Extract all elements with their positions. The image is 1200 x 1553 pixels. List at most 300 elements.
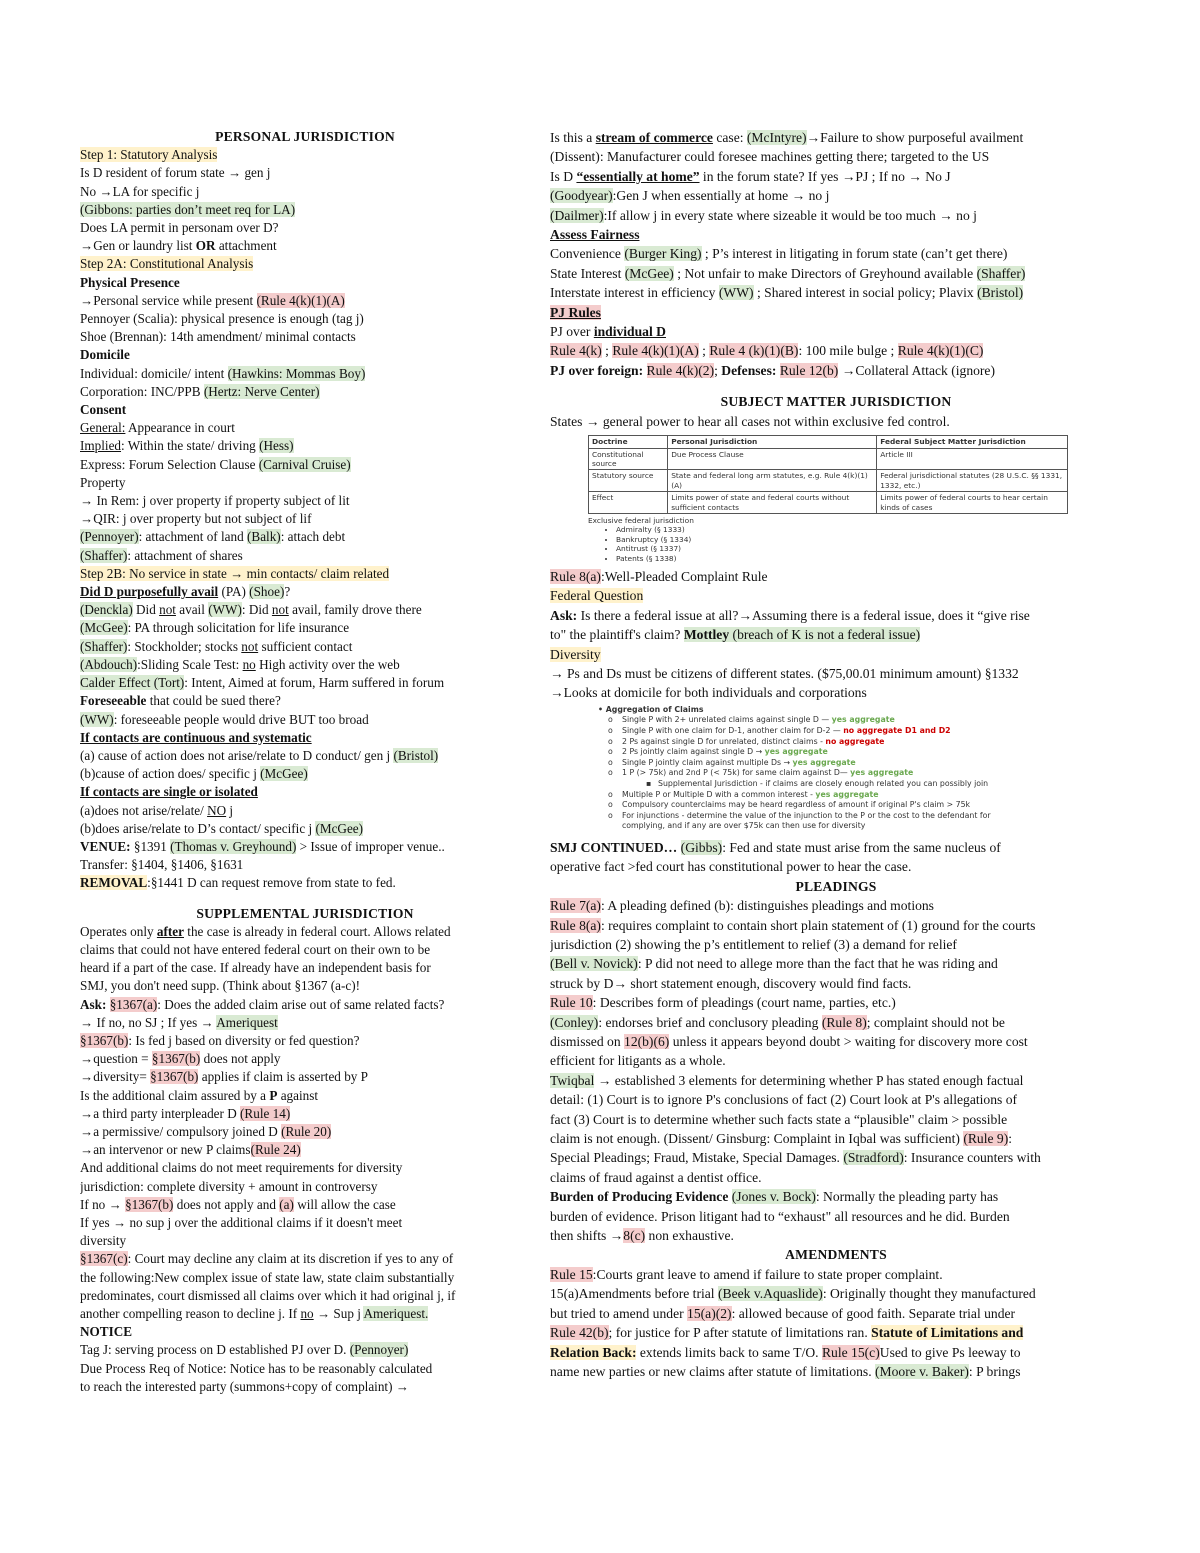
text-segment: Convenience	[550, 246, 625, 262]
text-segment: jurisdiction: complete diversity + amount in controversy	[80, 1178, 378, 1194]
text-segment: OR	[195, 238, 216, 254]
text-line	[550, 361, 1122, 380]
aggregation-item	[584, 768, 1084, 779]
aggregation-rule: 2 Ps jointly claim against single D →	[622, 747, 765, 757]
text-segment: the case is already in federal court. Allows related	[184, 923, 451, 939]
text-segment: →an intervenor or new P claims	[80, 1142, 251, 1158]
text-line	[80, 1087, 530, 1105]
aggregation-result: yes aggregate	[831, 715, 895, 725]
text-segment: extends limits back to same T/O.	[636, 1344, 822, 1360]
text-line	[550, 1284, 1122, 1303]
section-heading: SUBJECT MATTER JURISDICTION	[720, 394, 952, 410]
text-segment: in the forum state? If yes →PJ ; If no → No J	[699, 168, 951, 184]
list-item: • Patents (§ 1338)	[616, 554, 1068, 563]
text-segment: If contacts are single or isolated	[80, 784, 258, 800]
text-line	[550, 167, 1122, 186]
text-line	[550, 1207, 1122, 1226]
text-line	[80, 941, 530, 959]
text-line	[80, 528, 530, 546]
text-segment: →QIR: j over property but not subject of lif	[80, 511, 312, 527]
aggregation-item	[584, 726, 1084, 737]
aggregation-rule: Single P jointly claim against multiple Ds →	[622, 757, 793, 767]
text-segment: (WW)	[718, 285, 754, 301]
text-segment: predominates, court dismissed all claims over which it had original j, if	[80, 1287, 456, 1303]
text-line	[80, 419, 530, 437]
text-segment: PJ over foreign:	[550, 362, 647, 378]
text-segment: (a)	[279, 1196, 294, 1212]
text-segment: not	[159, 602, 176, 618]
text-line	[550, 838, 1122, 857]
text-line	[550, 1362, 1122, 1381]
text-segment: : Did	[241, 602, 272, 618]
text-segment: (Thomas v. Greyhound)	[170, 838, 297, 854]
text-segment: → If no, no SJ ; If yes →	[80, 1014, 217, 1030]
text-line	[80, 765, 530, 783]
text-segment: Step 2B: No service in state → min contacts/ claim related	[80, 565, 390, 581]
aggregation-rule: Compulsory counterclaims may be heard regardless of amount if original P's claim > 75k	[622, 800, 971, 810]
text-line	[80, 274, 530, 292]
text-segment: (Rule 9)	[963, 1131, 1009, 1147]
text-line	[80, 1014, 530, 1032]
text-line	[550, 412, 1122, 431]
text-segment: : P brings	[968, 1363, 1021, 1379]
text-segment: P	[269, 1087, 278, 1103]
text-segment: not	[241, 638, 259, 654]
text-segment: (Shoe)	[249, 584, 285, 600]
text-segment: Pennoyer (Scalia): physical presence is enough (tag j)	[80, 311, 364, 327]
text-segment: : requires complaint to contain short plain statement of (1) ground for the courts	[600, 917, 1036, 933]
text-segment: (Balk)	[247, 529, 281, 545]
text-line	[550, 147, 1122, 166]
text-line	[550, 128, 1122, 147]
section-heading: SUPPLEMENTAL JURISDICTION	[196, 905, 414, 921]
text-line	[550, 1265, 1122, 1284]
text-segment: heard if a part of the case. If already have an independent basis for	[80, 960, 431, 976]
text-segment: Foreseeable	[80, 693, 147, 709]
text-segment: If yes → no sup j over the additional claims if it doesn't meet	[80, 1214, 403, 1230]
text-segment: General:	[80, 420, 126, 436]
right-column	[550, 128, 1122, 1381]
text-line	[80, 1123, 530, 1141]
text-line	[80, 1032, 530, 1050]
right-bottom-section	[550, 838, 1122, 1381]
text-segment: (Dailmer)	[550, 207, 604, 223]
aggregation-item	[584, 800, 1084, 811]
text-segment: : Intent, Aimed at forum, Harm suffered in forum	[184, 675, 445, 691]
text-segment: (Gibbs)	[680, 839, 723, 855]
text-segment: Appearance in court	[125, 420, 235, 436]
text-segment: →question =	[80, 1051, 152, 1067]
text-segment: (Rule 14)	[240, 1105, 291, 1121]
text-line	[80, 219, 530, 237]
text-segment: against	[277, 1087, 319, 1103]
text-segment: to" the plaintiff's claim?	[550, 627, 684, 643]
text-segment: Rule 4(k)(1)(C)	[897, 343, 984, 359]
text-segment: avail	[175, 602, 209, 618]
text-segment: : PA through solicitation for life insurance	[127, 620, 350, 636]
table-row	[589, 470, 1068, 492]
text-segment: (Shaffer)	[80, 547, 128, 563]
text-line	[80, 874, 530, 892]
text-line	[80, 977, 530, 995]
text-segment: “essentially at home”	[576, 168, 700, 184]
text-segment: : Does the added claim arise out of same related facts?	[157, 996, 445, 1012]
text-segment: Tag J: serving process on D established PJ over D.	[80, 1342, 350, 1358]
aggregation-item	[584, 715, 1084, 726]
text-segment: operative fact >fed court has constitutional power to hear the case.	[550, 859, 912, 875]
text-segment: → Sup j	[313, 1306, 364, 1321]
text-segment: (McGee)	[260, 766, 308, 782]
aggregation-wrap-line: complying, and if any are over $75k can then use for diversity	[622, 821, 866, 831]
aggregation-result: yes aggregate	[764, 747, 828, 757]
text-line	[550, 303, 1122, 322]
text-segment: Implied	[80, 438, 122, 454]
text-line	[80, 656, 530, 674]
text-segment: (Rule 8)	[821, 1014, 867, 1030]
text-line	[550, 225, 1122, 244]
text-segment: burden of evidence. Prison litigant had to “exhaust" all resources and he did. Burden	[550, 1208, 1010, 1224]
text-segment: §1367(a)	[109, 996, 158, 1012]
text-line	[80, 820, 530, 838]
text-segment: SMJ, you don't need supp. (Think about §1367 (a-c)!	[80, 978, 361, 994]
text-line	[80, 292, 530, 310]
text-segment: attachment	[215, 238, 277, 254]
text-line	[550, 896, 1122, 915]
text-segment: States → general power to hear all cases not within exclusive fed control.	[550, 413, 950, 429]
text-line	[80, 1250, 530, 1268]
text-line	[80, 1141, 530, 1159]
text-segment: (a)does not arise/relate/	[80, 802, 208, 818]
text-segment: (PA)	[218, 584, 250, 600]
text-segment: Used to give Ps leeway to	[879, 1344, 1021, 1360]
table-header-cell: Personal Jurisdiction	[668, 436, 877, 448]
text-line	[80, 201, 530, 219]
text-segment: Is this a	[550, 130, 596, 145]
text-line	[80, 510, 530, 528]
text-segment: ;	[698, 343, 710, 359]
text-line	[80, 383, 530, 401]
text-segment: claims of fraud against a dentist office.	[550, 1169, 762, 1185]
text-line	[80, 1232, 530, 1250]
text-segment: unless it appears beyond doubt > waiting for discovery more cost	[669, 1034, 1028, 1049]
text-segment: →Looks at domicile for both individuals and corporations	[550, 685, 867, 701]
text-segment: stream of commerce	[595, 130, 713, 145]
text-segment: Mottley	[683, 627, 730, 643]
text-segment: →a third party interpleader D	[80, 1105, 241, 1121]
text-line	[80, 619, 530, 637]
text-line	[80, 692, 530, 710]
text-segment: VENUE:	[80, 838, 131, 854]
text-segment: ;	[714, 362, 722, 378]
text-segment: 12(b)(6)	[624, 1034, 670, 1049]
text-line	[550, 283, 1122, 302]
text-segment: : 100 mile bulge ;	[798, 343, 898, 359]
text-segment: (Hawkins: Mommas Boy)	[227, 365, 366, 381]
text-segment: (Bristol)	[977, 285, 1024, 301]
text-segment: Rule 7(a)	[550, 898, 601, 914]
text-segment: Operates only	[80, 923, 157, 939]
text-segment: (Pennoyer)	[80, 529, 139, 545]
text-segment: PJ Rules	[550, 304, 601, 320]
text-segment: ?	[284, 584, 291, 600]
text-segment: Is D resident of forum state → gen j	[80, 165, 271, 181]
text-segment: Special Pleadings; Fraud, Mistake, Special Damages.	[550, 1150, 844, 1166]
spacer	[550, 380, 1122, 392]
text-segment: individual D	[593, 324, 666, 340]
list-item: • Admiralty (§ 1333)	[616, 525, 1068, 534]
text-line	[550, 1110, 1122, 1129]
list-item: • Bankruptcy (§ 1334)	[616, 535, 1068, 544]
text-segment: Federal Question	[550, 588, 644, 604]
text-segment: : Stockholder; stocks	[127, 638, 242, 654]
text-segment: Statute of Limitations and	[871, 1325, 1024, 1341]
right-mid-section	[550, 567, 1122, 703]
text-segment: Rule 8(a)	[550, 568, 601, 584]
text-segment: Is there a federal issue at all?→Assuming there is a federal issue, does it “give rise	[577, 607, 1030, 623]
table-row	[589, 448, 1068, 470]
text-segment: : endorses brief and conclusory pleading	[598, 1014, 822, 1030]
text-segment: Rule 42(b)	[550, 1325, 609, 1341]
text-segment: Rule 15	[550, 1266, 593, 1282]
text-segment: §1391	[130, 838, 171, 854]
aggregation-rule: Single P with one claim for D-1, another claim for D-2 —	[622, 726, 844, 735]
text-line	[80, 1360, 530, 1378]
text-segment: Twiqbal	[550, 1072, 595, 1088]
section-heading: PERSONAL JURISDICTION	[215, 129, 395, 144]
text-line	[550, 645, 1122, 664]
text-segment: No →LA for specific j	[80, 183, 200, 199]
text-segment: §1367(b)	[151, 1051, 201, 1067]
aggregation-subitem: ▪ Supplemental Jurisdiction - if claims are closely enough related you can possibly join	[584, 779, 1084, 790]
text-segment: If no →	[80, 1196, 126, 1212]
text-segment: (Gibbons: parties don’t meet req for LA)	[80, 201, 296, 217]
text-segment: > Issue of improper venue..	[296, 838, 445, 854]
table-header-cell: Doctrine	[589, 436, 668, 448]
text-line	[80, 492, 530, 510]
text-segment: applies if claim is asserted by P	[198, 1069, 369, 1085]
text-segment: Relation Back:	[550, 1344, 637, 1360]
text-segment: SMJ CONTINUED…	[550, 839, 681, 855]
text-line	[80, 711, 530, 729]
aggregation-result: no aggregate D1 and D2	[843, 726, 951, 735]
text-line	[550, 954, 1122, 973]
text-segment: Rule 4(k)(1)(A)	[612, 343, 699, 359]
text-segment: Due Process Req of Notice: Notice has to be reasonably calculated	[80, 1360, 433, 1376]
text-line	[80, 802, 530, 820]
text-line	[80, 583, 530, 601]
text-segment: : attach debt	[280, 529, 346, 545]
text-segment: (McGee)	[624, 265, 674, 281]
aggregation-of-claims-figure	[584, 705, 1084, 832]
text-segment: Assess Fairness	[550, 227, 640, 243]
text-segment: fact (3) Court is to determine whether such facts state a “plausible" claim > possible	[550, 1111, 1008, 1127]
text-segment: 15(a)Amendments before trial	[550, 1286, 718, 1302]
text-line	[80, 1287, 530, 1305]
table-cell: Constitutional source	[589, 448, 668, 470]
left-column	[80, 128, 530, 1396]
text-segment: Express: Forum Selection Clause	[80, 456, 259, 472]
text-segment: : Court may decline any claim at its discretion if yes to any of	[127, 1251, 454, 1267]
right-top-section	[550, 128, 1122, 431]
table-header-cell: Federal Subject Matter Jurisdiction	[877, 436, 1068, 448]
text-segment: Individual: domicile/ intent	[80, 365, 228, 381]
aggregation-item	[584, 790, 1084, 801]
text-segment: Rule 15(c)	[821, 1344, 880, 1360]
exclusive-title: Exclusive federal jurisdiction	[588, 515, 694, 525]
text-line	[550, 1343, 1122, 1362]
text-line	[80, 1214, 530, 1232]
text-segment: (Beek v.Aquaslide)	[717, 1286, 823, 1302]
aggregation-rule: Multiple P or Multiple D with a common interest -	[622, 789, 816, 799]
text-segment: (WW)	[208, 602, 242, 618]
text-segment: :Courts grant leave to amend if failure to state proper complaint.	[592, 1266, 943, 1282]
text-line	[550, 1323, 1122, 1342]
text-segment: Shoe (Brennan): 14th amendment/ minimal contacts	[80, 329, 356, 345]
text-segment: →diversity=	[80, 1069, 151, 1085]
aggregation-item	[584, 737, 1084, 748]
text-segment: 8(c)	[623, 1228, 646, 1244]
text-segment: : Fed and state must arise from the same nucleus of	[722, 839, 1001, 855]
text-line	[550, 1187, 1122, 1206]
text-segment: : Originally thought they manufactured	[822, 1286, 1036, 1302]
text-line	[80, 1050, 530, 1068]
text-line	[550, 206, 1122, 225]
text-segment: (Denckla)	[80, 602, 133, 618]
text-line	[80, 437, 530, 455]
text-line	[80, 1305, 530, 1323]
text-line	[80, 959, 530, 977]
text-segment: Is the additional claim assured by a	[80, 1087, 270, 1103]
text-line	[80, 996, 530, 1014]
text-segment: (Bell v. Novick)	[550, 956, 638, 972]
text-line	[80, 365, 530, 383]
text-line	[80, 1159, 530, 1177]
text-line	[550, 1032, 1122, 1051]
text-segment: (Hess)	[259, 438, 294, 454]
spacer	[80, 893, 530, 905]
text-segment: State Interest	[550, 265, 625, 281]
text-segment: §1367(c)	[80, 1251, 128, 1267]
text-segment: (McGee)	[315, 820, 364, 836]
aggregation-rule: 1 P (> 75k) and 2nd P (< 75k) for same claim against D—	[622, 768, 851, 778]
text-segment: ; complaint should not be	[866, 1014, 1005, 1030]
text-segment: →a permissive/ compulsory joined D	[80, 1123, 282, 1139]
text-line	[80, 328, 530, 346]
text-segment: (Goodyear)	[550, 188, 613, 204]
text-segment: NO	[207, 802, 227, 818]
text-segment: Ameriquest.	[363, 1306, 429, 1321]
text-segment: does not apply and	[173, 1196, 280, 1212]
text-segment: the following:New complex issue of state law, state claim substantially	[80, 1269, 455, 1285]
text-segment: no	[242, 656, 256, 672]
text-segment: ; Shared interest in social policy; Plavix	[753, 285, 978, 301]
text-segment: : foreseeable people would drive BUT too broad	[113, 711, 369, 727]
text-line	[550, 935, 1122, 954]
text-segment: (a) cause of action does not arise/relate to D conduct/ gen j	[80, 747, 394, 763]
text-segment: (Pennoyer)	[349, 1342, 409, 1358]
text-segment: :Gen J when essentially at home → no j	[612, 188, 830, 204]
text-segment: Does LA permit in personam over D?	[80, 220, 279, 236]
text-segment: (McGee)	[80, 620, 128, 636]
table-cell: Due Process Clause	[668, 448, 877, 470]
text-segment: §1367(b)	[125, 1196, 174, 1212]
text-line	[550, 1051, 1122, 1070]
text-line	[80, 456, 530, 474]
table-cell: Limits power of federal courts to hear certain kinds of cases	[877, 492, 1068, 514]
text-segment: →Collateral Attack (ignore)	[838, 362, 995, 378]
text-segment: Consent	[80, 402, 127, 418]
text-line	[550, 186, 1122, 205]
aggregation-result: yes aggregate	[815, 789, 879, 799]
table-cell: Statutory source	[589, 470, 668, 492]
text-line	[80, 1378, 530, 1396]
text-segment: then shifts →	[550, 1228, 624, 1244]
aggregation-rule: For injunctions - determine the value of the injunction to the P or the cost to the defendant for	[622, 810, 991, 820]
text-line	[80, 1105, 530, 1123]
text-segment: avail, family drove there	[288, 602, 422, 618]
text-segment: after	[156, 923, 184, 939]
text-segment: Ask:	[550, 607, 578, 623]
text-line	[80, 547, 530, 565]
text-segment: :	[1008, 1131, 1013, 1147]
text-segment: Property	[80, 474, 126, 490]
text-segment: Rule 12(b)	[779, 362, 839, 378]
text-segment: (Hertz: Nerve Center)	[203, 383, 320, 399]
text-segment: detail: (1) Court is to ignore P's conclusions of fact (2) Court look at P's allegations of	[550, 1092, 1018, 1108]
text-line	[550, 606, 1122, 625]
text-segment: If contacts are continuous and systematic	[80, 729, 312, 745]
text-line	[80, 255, 530, 273]
text-segment: (b)does arise/relate to D’s contact/ specific j	[80, 820, 316, 836]
text-segment: case:	[712, 130, 747, 145]
text-segment: (McIntyre)	[746, 130, 807, 145]
table-cell: Article III	[877, 448, 1068, 470]
text-segment: : Within the state/ driving	[121, 438, 260, 454]
text-segment: Step 1: Statutory Analysis	[80, 147, 218, 163]
text-segment: Rule 8(a)	[550, 917, 601, 933]
text-segment: : Normally the pleading party has	[815, 1189, 999, 1205]
text-segment: : Is fed j based on diversity or fed question?	[128, 1032, 360, 1048]
text-segment: High activity over the web	[255, 656, 400, 672]
text-segment: diversity	[80, 1233, 127, 1249]
text-segment: (breach of K is not a federal issue)	[729, 627, 921, 643]
text-line	[550, 1013, 1122, 1032]
text-segment: Rule 4 (k)(1)(B)	[709, 343, 799, 359]
aggregation-result: yes aggregate	[850, 768, 914, 778]
text-segment: that could be sued there?	[146, 693, 281, 709]
text-line	[550, 567, 1122, 586]
text-line	[80, 638, 530, 656]
text-segment: Burden of Producing Evidence	[550, 1189, 729, 1205]
text-segment: (Rule 24)	[250, 1142, 301, 1158]
text-segment: And additional claims do not meet requirements for diversity	[80, 1160, 403, 1176]
text-line	[550, 625, 1122, 644]
text-line	[80, 346, 530, 364]
text-line	[550, 1148, 1122, 1167]
text-segment: Domicile	[80, 347, 130, 363]
text-segment: Transfer: §1404, §1406, §1631	[80, 857, 244, 873]
text-segment: efficient for litigants as a whole.	[550, 1053, 726, 1069]
text-segment: no	[300, 1306, 314, 1321]
text-segment: : attachment of land	[138, 529, 247, 545]
text-segment: does not apply	[200, 1051, 281, 1067]
text-segment: ; for justice for P after statute of limitations ran.	[608, 1325, 872, 1341]
text-segment: (Jones v. Bock)	[731, 1189, 816, 1205]
text-segment: (Moore v. Baker)	[875, 1363, 969, 1379]
text-line	[550, 664, 1122, 683]
text-segment: ;	[601, 343, 613, 359]
table-header-row	[589, 436, 1068, 448]
